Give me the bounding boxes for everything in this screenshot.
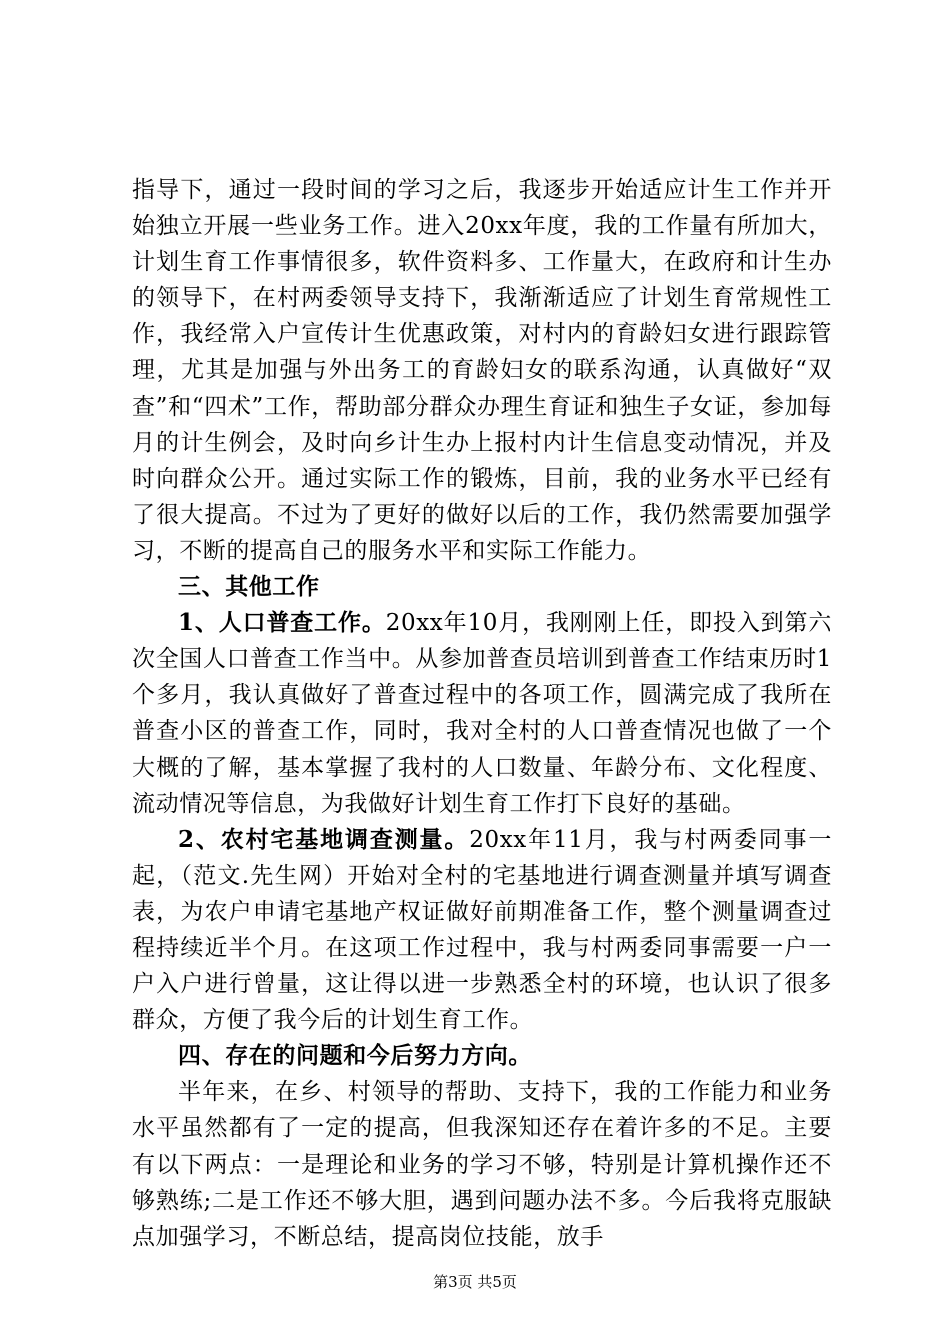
homestead-lead: 2、农村宅基地调查测量。	[178, 825, 470, 853]
homestead-text: 20xx年11月，我与村两委同事一起，（范文.先生网）开始对全村的宅基地进行调查测量并填写调查表，为农户申请宅基地产权证做好前期准备工作，整个测量调查过程持续近半个月。在这项工作过程中，我与村两委同事需要一户一户入户进行曾量，这让得以进一步熟悉全村的环境，也认识了很多群众，方便了我今后的计划生育工作。	[132, 826, 832, 1034]
paragraph-homestead-survey	[132, 822, 832, 1039]
section-heading-other-work: 三、其他工作	[178, 573, 320, 601]
document-body	[132, 172, 832, 1255]
census-text: 20xx年10月，我刚刚上任，即投入到第六次全国人口普查工作当中。从参加普查员培训到普查工作结束历时1个多月，我认真做好了普查过程中的各项工作，圆满完成了我所在普查小区的普查工作，同时，我对全村的人口普查情况也做了一个大概的了解，基本掌握了我村的人口数量、年龄分布、文化程度、流动情况等信息，为我做好计划生育工作打下良好的基础。	[132, 610, 832, 817]
census-lead: 1、人口普查工作。	[178, 609, 386, 637]
section-heading-problems: 四、存在的问题和今后努力方向。	[178, 1042, 532, 1070]
paragraph-problems: 半年来，在乡、村领导的帮助、支持下，我的工作能力和业务水平虽然都有了一定的提高，但我深知还存在着许多的不足。主要有以下两点：一是理论和业务的学习不够，特别是计算机操作还不够熟练;二是工作还不够大胆，遇到问题办法不多。今后我将克服缺点加强学习，不断总结，提高岗位技能，放手	[132, 1079, 832, 1250]
paragraph-census	[132, 605, 832, 822]
page-footer: 第3页 共5页	[433, 1273, 517, 1291]
paragraph-continuation: 指导下，通过一段时间的学习之后，我逐步开始适应计生工作并开始独立开展一些业务工作。进入20xx年度，我的工作量有所加大，计划生育工作事情很多，软件资料多、工作量大，在政府和计生办的领导下，在村两委领导支持下，我渐渐适应了计划生育常规性工作，我经常入户宣传计生优惠政策，对村内的育龄妇女进行跟踪管理，尤其是加强与外出务工的育龄妇女的联系沟通，认真做好“双查”和“四术”工作，帮助部分群众办理生育证和独生子女证，参加每月的计生例会，及时向乡计生办上报村内计生信息变动情况，并及时向群众公开。通过实际工作的锻炼，目前，我的业务水平已经有了很大提高。不过为了更好的做好以后的工作，我仍然需要加强学习，不断的提高自己的服务水平和实际工作能力。	[132, 177, 832, 564]
